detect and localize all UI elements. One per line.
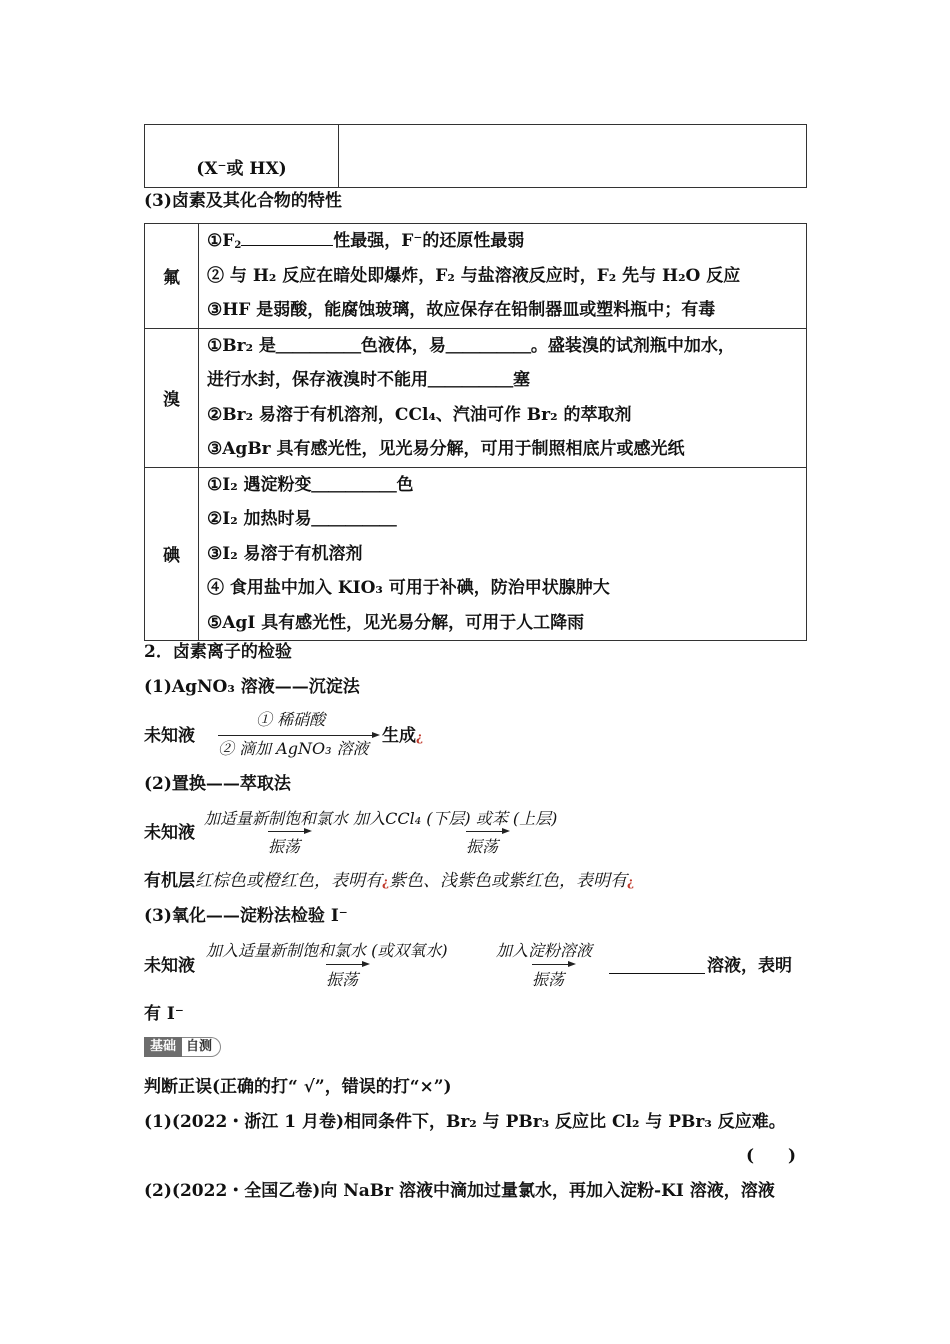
method2-arrow2-line	[466, 831, 506, 832]
iodine-cell	[199, 467, 807, 641]
bromine-line-3: ②Br₂ 易溶于有机溶剂，CCl₄、汽油可作 Br₂ 的萃取剂	[207, 404, 632, 425]
top-table-right-cell	[339, 125, 807, 188]
element-label-iodine: 碘	[145, 467, 199, 641]
bromine-line-4: ③AgBr 具有感光性，见光易分解，可用于制照相底片或感光纸	[207, 439, 685, 459]
quiz-instruction: 判断正误(正确的打“ √”，错误的打“×”)	[144, 1077, 452, 1097]
method1-end: 生成¿	[382, 726, 424, 746]
table-row-iodine	[145, 467, 807, 641]
arrow-head-icon	[362, 961, 370, 967]
method3-arrow2-top: 加入淀粉溶液	[496, 941, 593, 960]
method2-arrow2-bottom: 振荡	[466, 837, 499, 856]
method3-arrow1-bottom: 振荡	[326, 970, 359, 989]
iodine-line-4: ④ 食用盐中加入 KIO₃ 可用于补碘，防治甲状腺肿大	[207, 578, 610, 598]
arrow-head-icon	[372, 732, 380, 738]
method2-title: (2)置换——萃取法	[144, 774, 291, 794]
top-table-left-cell	[145, 125, 339, 188]
properties-table	[144, 223, 807, 641]
method2-arrow1-line	[268, 831, 308, 832]
method3-arrow2-bottom: 振荡	[532, 970, 565, 989]
method3-title: (3)氧化——淀粉法检验 I⁻	[144, 906, 348, 926]
arrow-head-icon	[568, 961, 576, 967]
method3-end2: 有 I⁻	[144, 1004, 184, 1024]
quiz-question-2: (2)(2022・全国乙卷)向 NaBr 溶液中滴加过量氯水，再加入淀粉-KI 溶液，溶液	[144, 1181, 775, 1201]
fluorine-line-3: ③HF 是弱酸，能腐蚀玻璃，故应保存在铅制器皿或塑料瓶中；有毒	[207, 300, 716, 320]
iodine-line-1: ①I₂ 遇淀粉变＿＿＿＿＿色	[207, 474, 414, 495]
method1-title: (1)AgNO₃ 溶液——沉淀法	[144, 677, 360, 697]
method1-arrow-top-label: ① 稀硝酸	[256, 710, 326, 729]
bromine-line-2: 进行水封，保存液溴时不能用＿＿＿＿＿塞	[207, 370, 530, 390]
arrow-head-icon	[304, 828, 312, 834]
iodine-line-5: ⑤AgI 具有感光性，见光易分解，可用于人工降雨	[207, 612, 585, 633]
method1-arrow-bottom-label: ② 滴加 AgNO₃ 溶液	[218, 739, 369, 758]
method2-arrow-top-label: 加适量新制饱和氯水 加入CCl₄ (下层) 或苯 (上层)	[204, 809, 558, 828]
badge-dark-label: 基础	[144, 1037, 182, 1057]
iodine-line-3: ③I₂ 易溶于有机溶剂	[207, 543, 363, 564]
self-test-badge	[144, 1036, 221, 1058]
bromine-cell	[199, 328, 807, 467]
method3-end: 溶液，表明	[707, 956, 792, 976]
badge-light-label: 自测	[182, 1037, 221, 1057]
section2-title: 2．卤素离子的检验	[144, 642, 292, 662]
element-label-bromine: 溴	[145, 328, 199, 467]
method3-arrow2-line	[532, 964, 572, 965]
quiz-question-1: (1)(2022・浙江 1 月卷)相同条件下，Br₂ 与 PBr₃ 反应比 Cl₂ 与 PBr₃ 反应难。	[144, 1112, 786, 1132]
answer-blank[interactable]	[609, 957, 705, 974]
iodine-line-2: ②I₂ 加热时易＿＿＿＿＿	[207, 509, 397, 529]
table-row-bromine	[145, 328, 807, 467]
method2-result: 有机层红棕色或橙红色，表明有¿紫色、浅紫色或紫红色，表明有¿	[144, 871, 635, 891]
method2-start: 未知液	[144, 823, 195, 843]
table-row-fluorine	[145, 224, 807, 329]
method3-arrow1-top: 加入适量新制饱和氯水 (或双氧水)	[206, 941, 448, 960]
fluorine-line-2: ② 与 H₂ 反应在暗处即爆炸，F₂ 与盐溶液反应时，F₂ 先与 H₂O 反应	[207, 265, 741, 286]
fluorine-line-1: $①F_2$ 性最强，F⁻的还原性最弱	[207, 231, 525, 251]
method2-arrow1-bottom: 振荡	[268, 837, 301, 856]
arrow-head-icon	[502, 828, 510, 834]
method1-start: 未知液	[144, 726, 195, 746]
element-label-fluorine: 氟	[145, 224, 199, 329]
method3-start: 未知液	[144, 956, 195, 976]
bromine-line-1: ①Br₂ 是＿＿＿＿＿色液体，易＿＿＿＿＿。盛装溴的试剂瓶中加水，	[207, 335, 735, 356]
section3-title: (3)卤素及其化合物的特性	[144, 191, 342, 211]
top-table-left-text: (X⁻或 HX)	[196, 159, 287, 179]
quiz-answer-paren-1[interactable]: ( )	[746, 1146, 797, 1166]
top-table	[144, 124, 807, 188]
method3-arrow1-line	[326, 964, 366, 965]
answer-blank[interactable]	[241, 229, 333, 246]
fluorine-cell	[199, 224, 807, 329]
